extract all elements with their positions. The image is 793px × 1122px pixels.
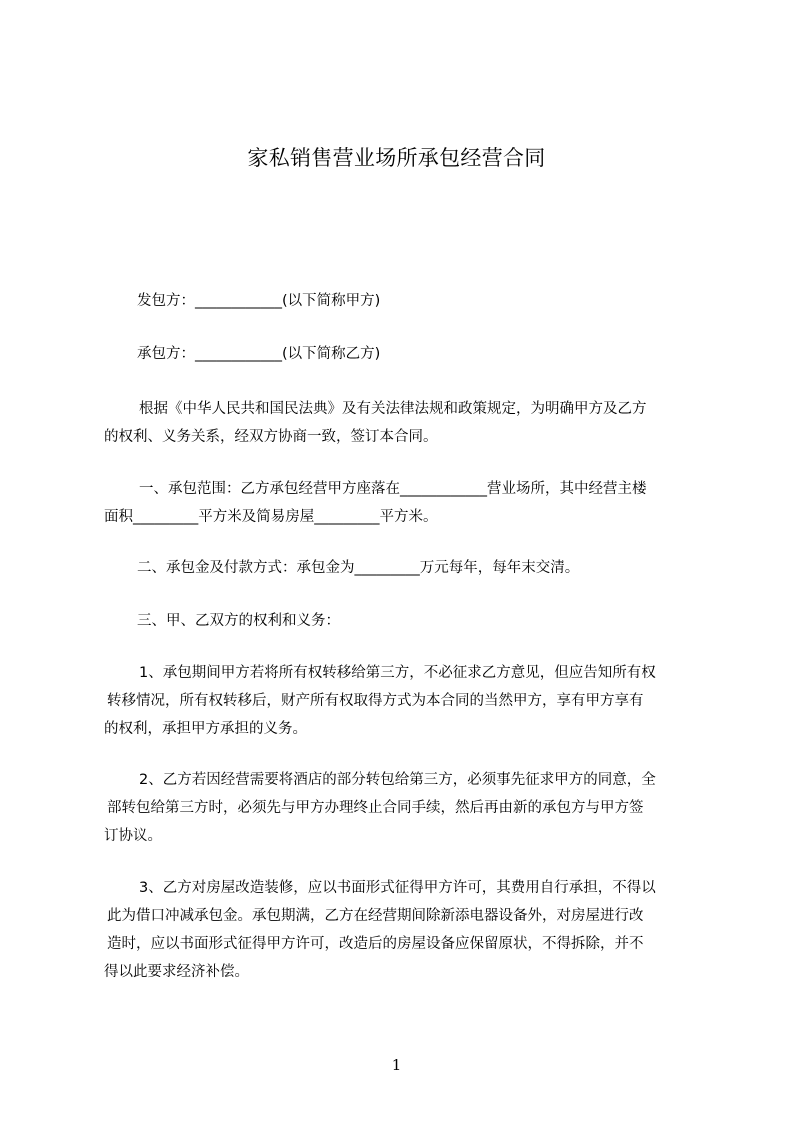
clause-3-heading: 三、甲、乙双方的权利和义务：	[137, 613, 340, 629]
item-3-line-3: 造时，应以书面形式征得甲方许可，改造后的房屋设备应保留原状，不得拆除，并不	[107, 936, 644, 952]
preamble-line-2: 的权利、义务关系，经双方协商一致，签订本合同。	[104, 429, 438, 445]
item-1-line-2: 转移情况，所有权转移后，财产所有权取得方式为本合同的当然甲方，享有甲方享有	[107, 693, 644, 709]
clause-1-line-1: 一、承包范围：乙方承包经营甲方座落在____________营业场所，其中经营主楼	[139, 481, 647, 497]
item-1-line-1: 1、承包期间甲方若将所有权转移给第三方，不必征求乙方意见，但应告知所有权	[139, 665, 656, 681]
clause-2: 二、承包金及付款方式：承包金为_________万元每年，每年末交清。	[137, 560, 580, 576]
item-3-line-2: 此为借口冲减承包金。承包期满，乙方在经营期间除新添电器设备外，对房屋进行改	[107, 908, 644, 924]
clause-1-line-2: 面积_________平方米及简易房屋_________平方米。	[104, 509, 438, 525]
item-2-line-3: 订协议。	[104, 828, 162, 844]
preamble-line-1: 根据《中华人民共和国民法典》及有关法律法规和政策规定，为明确甲方及乙方	[139, 401, 647, 417]
item-2-line-2: 部转包给第三方时，必须先与甲方办理终止合同手续，然后再由新的承包方与甲方签	[107, 800, 644, 816]
item-3-line-4: 得以此要求经济补偿。	[104, 964, 249, 980]
item-2-line-1: 2、乙方若因经营需要将酒店的部分转包给第三方，必须事先征求甲方的同意，全	[139, 772, 656, 788]
document-title: 家私销售营业场所承包经营合同	[247, 146, 546, 170]
party-a-line: 发包方：____________(以下简称甲方)	[137, 293, 381, 309]
party-b-line: 承包方：____________(以下简称乙方)	[137, 346, 381, 362]
item-3-line-1: 3、乙方对房屋改造装修，应以书面形式征得甲方许可，其费用自行承担，不得以	[139, 880, 656, 896]
page-number: 1	[391, 1056, 402, 1074]
item-1-line-3: 的权利，承担甲方承担的义务。	[104, 721, 307, 737]
